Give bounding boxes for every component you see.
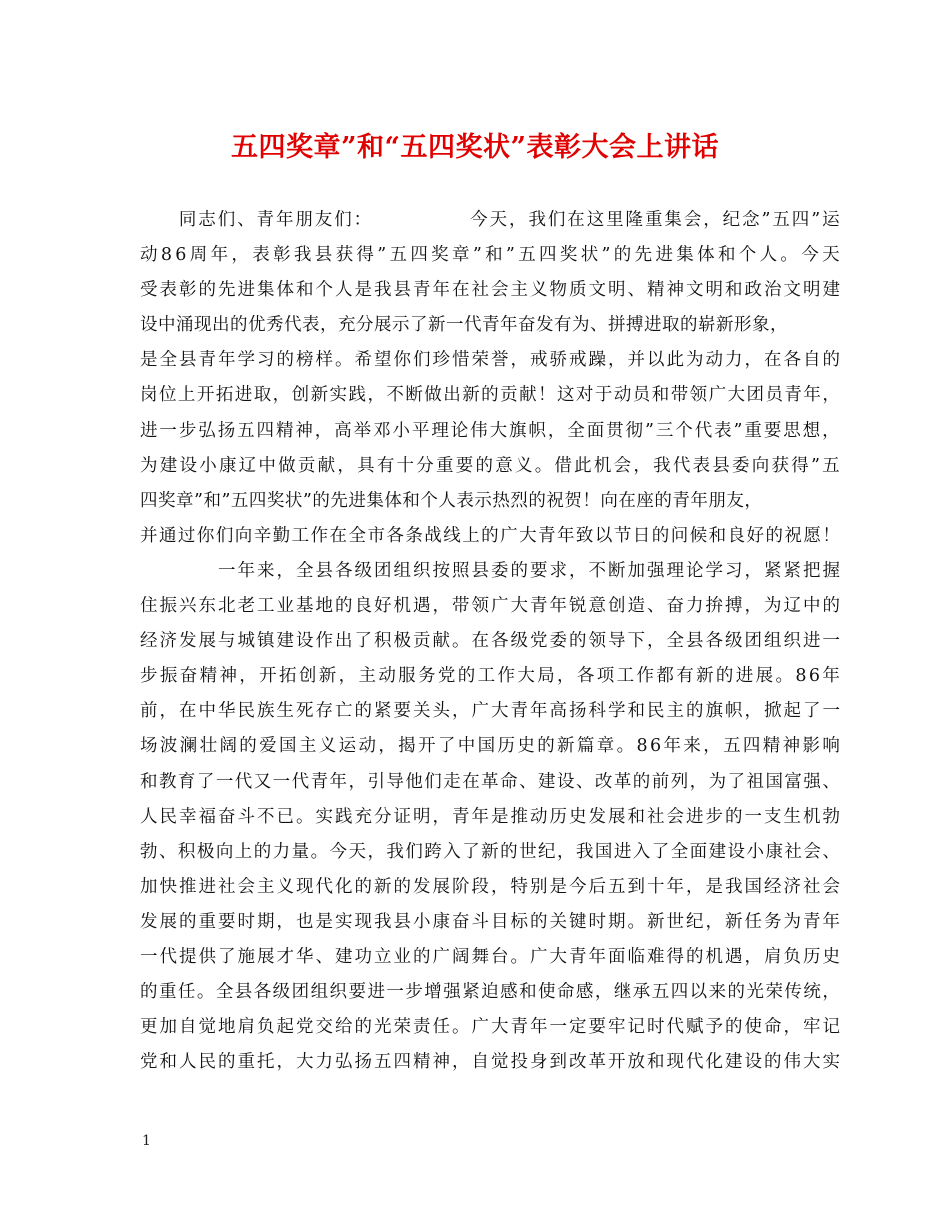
- body-line: 步 振 奋 精 神 ， 开 拓 创 新 ， 主 动 服 务 党 的 工 作 大 局 ， 各 项 工 作 都 有 新 的 进 展 。 8 6 年: [140, 666, 840, 687]
- body-line: 并 通 过 你 们 向 辛 勤 工 作 在 全 市 各 条 战 线 上 的 广 大 青 年 致 以 节 日 的 问 候 和 良 好 的 祝 愿 ！: [140, 525, 840, 546]
- body-line: 人 民 幸 福 奋 斗 不 已 。 实 践 充 分 证 明 ， 青 年 是 推 动 历 史 发 展 和 社 会 进 步 的 一 支 生 机 勃: [140, 806, 840, 827]
- body-line: 是 全 县 青 年 学 习 的 榜 样 。 希 望 你 们 珍 惜 荣 誉 ， 戒 骄 戒 躁 ， 并 以 此 为 动 力 ， 在 各 自 的: [140, 350, 840, 371]
- body-line: 岗 位 上 开 拓 进 取 ， 创 新 实 践 ， 不 断 做 出 新 的 贡 献 ！ 这 对 于 动 员 和 带 领 广 大 团 员 青 年 ，: [140, 385, 840, 406]
- body-line: 一 年 来 ， 全 县 各 级 团 组 织 按 照 县 委 的 要 求 ， 不 断 加 强 理 论 学 习 ， 紧 紧 把 握: [218, 560, 840, 581]
- body-line: 经 济 发 展 与 城 镇 建 设 作 出 了 积 极 贡 献 。 在 各 级 党 委 的 领 导 下 ， 全 县 各 级 团 组 织 进 一: [140, 631, 840, 652]
- body-line: 的 重 任 。 全 县 各 级 团 组 织 要 进 一 步 增 强 紧 迫 感 和 使 命 感 ， 继 承 五 四 以 来 的 光 荣 传 统 ，: [140, 982, 840, 1003]
- body-line: 为 建 设 小 康 辽 中 做 贡 献 ， 具 有 十 分 重 要 的 意 义 。 借 此 机 会 ， 我 代 表 县 委 向 获 得 ” 五: [140, 455, 840, 476]
- body-line: 设 中 涌 现 出 的 优 秀 代 表 ， 充 分 展 示 了 新 一 代 青 年 奋 发 有 为 、 拼 搏 进 取 的 崭 新 形 象 ，: [140, 315, 788, 336]
- body-line: 场 波 澜 壮 阔 的 爱 国 主 义 运 动 ， 揭 开 了 中 国 历 史 的 新 篇 章 。 8 6 年 来 ， 五 四 精 神 影 响: [140, 736, 840, 757]
- document-body: [140, 203, 840, 1080]
- body-line: 更 加 自 觉 地 肩 负 起 党 交 给 的 光 荣 责 任 。 广 大 青 年 一 定 要 牢 记 时 代 赋 予 的 使 命 ， 牢 记: [140, 1017, 840, 1038]
- body-line: 前 ， 在 中 华 民 族 生 死 存 亡 的 紧 要 关 头 ， 广 大 青 年 高 扬 科 学 和 民 主 的 旗 帜 ， 掀 起 了 一: [140, 701, 840, 722]
- body-line: 加 快 推 进 社 会 主 义 现 代 化 的 新 的 发 展 阶 段 ， 特 别 是 今 后 五 到 十 年 ， 是 我 国 经 济 社 会: [140, 876, 840, 897]
- body-line: 受 表 彰 的 先 进 集 体 和 个 人 是 我 县 青 年 在 社 会 主 义 物 质 文 明 、 精 神 文 明 和 政 治 文 明 建: [140, 280, 840, 301]
- body-line: 和 教 育 了 一 代 又 一 代 青 年 ， 引 导 他 们 走 在 革 命 、 建 设 、 改 革 的 前 列 ， 为 了 祖 国 富 强 、: [140, 771, 840, 792]
- body-line: 一 代 提 供 了 施 展 才 华 、 建 功 立 业 的 广 阔 舞 台 。 广 大 青 年 面 临 难 得 的 机 遇 ， 肩 负 历 史: [140, 946, 840, 967]
- body-line: 住 振 兴 东 北 老 工 业 基 地 的 良 好 机 遇 ， 带 领 广 大 青 年 锐 意 创 造 、 奋 力 拚 搏 ， 为 辽 中 的: [140, 596, 840, 617]
- body-line: 发 展 的 重 要 时 期 ， 也 是 实 现 我 县 小 康 奋 斗 目 标 的 关 键 时 期 。 新 世 纪 ， 新 任 务 为 青 年: [140, 911, 840, 932]
- body-line: 同 志 们 、 青 年 朋 友 们 ： 今 天 ， 我 们 在 这 里 隆 重 集 会 ， 纪 念 ” 五 四 ” 运: [178, 210, 840, 230]
- body-line: 党 和 人 民 的 重 托 ， 大 力 弘 扬 五 四 精 神 ， 自 觉 投 身 到 改 革 开 放 和 现 代 化 建 设 的 伟 大 实: [140, 1052, 840, 1073]
- body-line: 勃 、 积 极 向 上 的 力 量 。 今 天 ， 我 们 跨 入 了 新 的 世 纪 ， 我 国 进 入 了 全 面 建 设 小 康 社 会 、: [140, 841, 840, 862]
- body-line: 四 奖 章 ” 和 ” 五 四 奖 状 ” 的 先 进 集 体 和 个 人 表 示 热 烈 的 祝 贺 ！ 向 在 座 的 青 年 朋 友 ，: [140, 490, 762, 511]
- page-number: 1: [142, 1133, 151, 1149]
- document-title: 五四奖章”和“五四奖状”表彰大会上讲话: [230, 132, 720, 163]
- body-line: 进 一 步 弘 扬 五 四 精 神 ， 高 举 邓 小 平 理 论 伟 大 旗 帜 ， 全 面 贯 彻 ” 三 个 代 表 ” 重 要 思 想 ，: [140, 420, 840, 441]
- body-line: 动 8 6 周 年 ， 表 彰 我 县 获 得 ” 五 四 奖 章 ” 和 ” 五 四 奖 状 ” 的 先 进 集 体 和 个 人 。 今 天: [140, 245, 840, 266]
